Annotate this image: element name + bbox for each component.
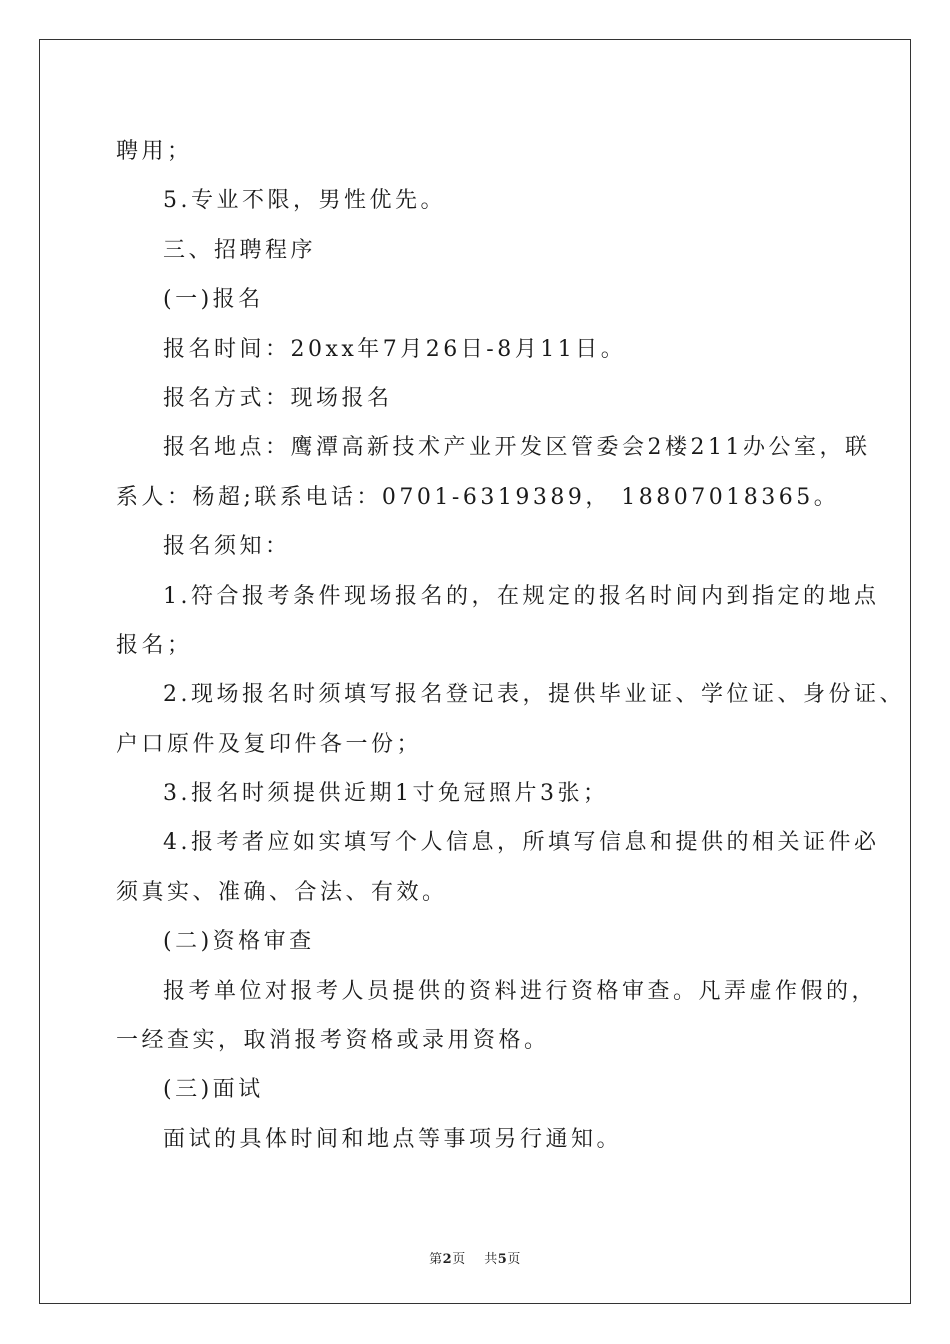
text-line: 报名须知： [163,534,291,560]
page-footer [0,1248,950,1267]
page-prefix: 第 [429,1252,443,1267]
text-line: 报名方式：现场报名 [163,385,393,411]
text-line: 一经查实，取消报考资格或录用资格。 [116,1028,550,1054]
text-line: 聘用； [116,139,193,164]
section-heading: 三、招聘程序 [163,237,317,263]
total-suffix: 页 [507,1252,521,1267]
page-suffix: 页 [452,1252,466,1267]
text-line: 须真实、准确、合法、有效。 [116,879,448,905]
text-line: 报名时间：20xx年7月26日-8月11日。 [163,336,627,362]
text-line: 报名； [116,632,193,658]
text-line: 3.报名时须提供近期1寸免冠照片3张； [163,781,609,807]
document-body [116,127,905,1164]
subsection-heading: (三)面试 [163,1077,264,1103]
text-line: 系人：杨超;联系电话：0701-6319389， 18807018365。 [116,484,840,510]
total-prefix: 共 [484,1252,498,1267]
text-line: 报名地点：鹰潭高新技术产业开发区管委会2楼211办公室，联 [163,435,871,461]
text-line: 1.符合报考条件现场报名的，在规定的报名时间内到指定的地点 [163,583,880,609]
text-line: 户口原件及复印件各一份； [116,731,423,757]
text-line: 5.专业不限，男性优先。 [163,188,446,214]
text-line: 4.报考者应如实填写个人信息，所填写信息和提供的相关证件必 [163,830,880,856]
total-pages: 5 [497,1252,508,1267]
subsection-heading: (二)资格审查 [163,929,315,955]
text-line: 面试的具体时间和地点等事项另行通知。 [163,1126,623,1152]
text-line: 2.现场报名时须填写报名登记表，提供毕业证、学位证、身份证、 [163,682,905,708]
text-line: 报考单位对报考人员提供的资料进行资格审查。凡弄虚作假的， [163,978,878,1004]
subsection-heading: (一)报名 [163,287,264,313]
page-number: 2 [442,1252,453,1267]
